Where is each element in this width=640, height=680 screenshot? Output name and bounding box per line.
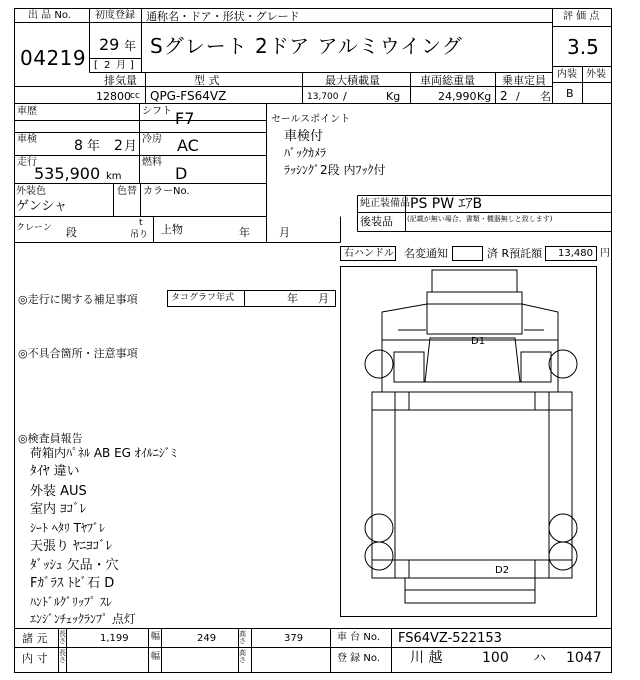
recycle-label: 済 R預託額: [487, 247, 543, 260]
tacho-year-unit: 年: [287, 292, 298, 305]
exterior-label: 外装: [586, 69, 606, 80]
equipment-label: 純正装備品: [360, 198, 410, 209]
month-bracket-close: ]: [130, 60, 134, 71]
recycle-unit: 円: [600, 248, 610, 259]
diagram-wheel-front-left: [365, 350, 393, 378]
displacement-label: 排気量: [104, 74, 137, 87]
crane-lift-unit: 吊り: [130, 230, 149, 240]
gross-weight-unit: Kg: [477, 90, 492, 103]
tacho-label: タコグラフ年式: [171, 293, 235, 303]
max-load-unit: Kg: [386, 90, 401, 103]
lot-number: 04219: [20, 46, 87, 70]
exterior-color-label: 外装色: [16, 186, 46, 197]
capacity-separator: /: [516, 90, 520, 103]
spec-label: 諸 元: [22, 632, 48, 645]
registration-year: 29: [99, 35, 120, 54]
history-label: 車歴: [17, 106, 37, 117]
crane-ton-unit: t: [139, 218, 143, 228]
gross-weight-value: 24,990: [438, 90, 477, 103]
crane-label: クレーン: [16, 223, 52, 233]
inspector-line-6: 天張り ﾔﾆﾖｺﾞﾚ: [30, 539, 113, 554]
inspector-line-4: 室内 ﾖｺﾞﾚ: [30, 502, 87, 517]
diagram-rear-mark: D2: [495, 565, 510, 576]
exterior-color-value: ゲンシャ: [16, 199, 68, 214]
inspector-line-2: ﾀｲﾔ 違い: [30, 464, 80, 479]
height-label: 高さ: [239, 630, 246, 645]
equipment-value: PS PW ｴｱB: [410, 196, 483, 212]
fuel-value: D: [175, 164, 188, 183]
inner-size-label: 内 寸: [22, 652, 48, 665]
lift-year-unit: 年: [239, 226, 250, 239]
length-label: 長さ: [59, 630, 66, 645]
max-load-value: 13,700: [307, 92, 339, 102]
height-value: 379: [284, 633, 304, 644]
score-value: 3.5: [567, 35, 599, 59]
length-value: 1,199: [100, 633, 129, 644]
diagram-cab-roof: [432, 270, 517, 292]
capacity-label: 乗車定員: [502, 74, 546, 87]
diagram-cargo-box: [372, 392, 572, 578]
inner-length-label: 長さ: [59, 649, 66, 664]
registration-kana: ハ: [533, 651, 547, 666]
sales-points-label: セールスポイント: [271, 114, 351, 125]
lift-month-unit: 月: [279, 226, 290, 239]
inspection-year: 8: [74, 138, 83, 154]
displacement-unit: cc: [130, 91, 140, 101]
sales-point-line-1: 車検付: [284, 129, 324, 144]
width-label: 幅: [151, 632, 161, 642]
diagram-front-mark: D1: [471, 336, 486, 347]
displacement-value: 12800: [96, 90, 131, 103]
vehicle-title: Sグレート 2ドア アルミウイング: [150, 34, 463, 58]
model-type: QPG-FS64VZ: [150, 89, 227, 103]
registration-year-unit: 年: [124, 39, 137, 53]
registration-label: 登 録 No.: [337, 653, 380, 664]
diagram-cab-step: [427, 292, 522, 304]
inspection-month: 2: [114, 138, 123, 154]
registration-area: 川 越: [410, 650, 443, 666]
steering-side: 右ハンドル: [344, 248, 394, 259]
diagram-cab-body: [382, 304, 558, 392]
name-change-label: 名変通知: [404, 247, 448, 260]
sales-point-line-3: ﾗｯｼﾝｸﾞ2段 内ﾌｯｸ付: [284, 163, 386, 177]
diagram-wheel-rear2-right: [549, 542, 577, 570]
width-value: 249: [197, 633, 217, 644]
interior-grade: B: [566, 87, 574, 100]
inspector-line-7: ﾀﾞｯｼｭ 欠品・穴: [30, 558, 119, 573]
shift-label: シフト: [142, 106, 172, 117]
interior-label: 内装: [557, 69, 577, 80]
diagram-wheel-front-right: [549, 350, 577, 378]
shift-value: F7: [175, 109, 195, 128]
inspection-year-unit: 年: [87, 139, 101, 154]
after-market-label: 後装品: [360, 215, 393, 228]
inspector-line-10: ｴﾝｼﾞﾝﾁｪｯｸﾗﾝﾌﾟ 点灯: [30, 612, 136, 626]
max-load-separator: /: [343, 90, 347, 103]
inspector-label: ◎検査員報告: [18, 432, 83, 445]
color-number-label: カラーNo.: [143, 186, 190, 197]
diagram-wheel-rear-right: [549, 514, 577, 542]
capacity-unit: 名: [540, 90, 551, 103]
mileage-value: 535,900: [34, 164, 101, 183]
inner-width-label: 幅: [151, 652, 161, 662]
recycle-amount: 13,480: [558, 248, 593, 259]
registration-month: 2: [104, 60, 111, 71]
lot-label: 出 品 No.: [28, 10, 71, 21]
chassis-label: 車 台 No.: [337, 632, 380, 643]
registration-number: 1047: [566, 650, 602, 666]
inspector-line-3: 外装 AUS: [30, 484, 87, 499]
month-bracket-open: [: [94, 60, 98, 71]
first-registration-label: 初度登録: [95, 10, 135, 21]
defect-label: ◎不具合箇所・注意事項: [18, 347, 138, 360]
capacity-value: 2: [500, 89, 508, 103]
inspection-label: 車検: [17, 134, 37, 145]
supplement-label: ◎走行に関する補足事項: [18, 293, 138, 306]
lift-label: 上物: [161, 223, 183, 236]
tacho-month-unit: 月: [318, 292, 329, 305]
mileage-unit: km: [106, 171, 122, 182]
inspection-month-unit: 月: [124, 139, 138, 154]
inspector-line-8: Fｶﾞﾗｽ ﾄﾋﾞ石 D: [30, 576, 115, 591]
sales-point-line-2: ﾊﾞｯｸｶﾒﾗ: [284, 146, 327, 160]
color-change-label: 色替: [117, 186, 137, 197]
registration-class: 100: [482, 650, 509, 666]
score-label: 評 価 点: [563, 11, 600, 22]
diagram-wheel-rear2-left: [365, 542, 393, 570]
chassis-number: FS64VZ-522153: [398, 631, 502, 646]
inspector-line-1: 荷箱内ﾊﾟﾈﾙ AB EG ｵｲﾙﾆｼﾞﾐ: [30, 446, 177, 460]
ac-value: AC: [177, 136, 199, 155]
gross-weight-label: 車両総重量: [420, 74, 475, 87]
after-market-note: (記載が無い場合、書類・機器無しと致します): [407, 215, 553, 223]
diagram-wheel-rear-left: [365, 514, 393, 542]
ac-label: 冷房: [142, 134, 162, 145]
type-label: 型 式: [194, 74, 220, 87]
model-label: 通称名・ドア・形状・グレード: [146, 10, 300, 23]
crane-step-unit: 段: [66, 226, 77, 239]
inspector-line-9: ﾊﾝﾄﾞﾙｸﾞﾘｯﾌﾟ ｽﾚ: [30, 595, 112, 609]
inner-height-label: 高さ: [239, 649, 246, 664]
fuel-label: 燃料: [142, 157, 162, 168]
max-load-label: 最大積載量: [325, 74, 380, 87]
registration-month-unit: 月: [116, 60, 126, 71]
mileage-label: 走行: [17, 157, 37, 168]
inspector-line-5: ｼｰﾄ ﾍﾀﾘ Tﾔﾌﾞﾚ: [30, 521, 105, 535]
